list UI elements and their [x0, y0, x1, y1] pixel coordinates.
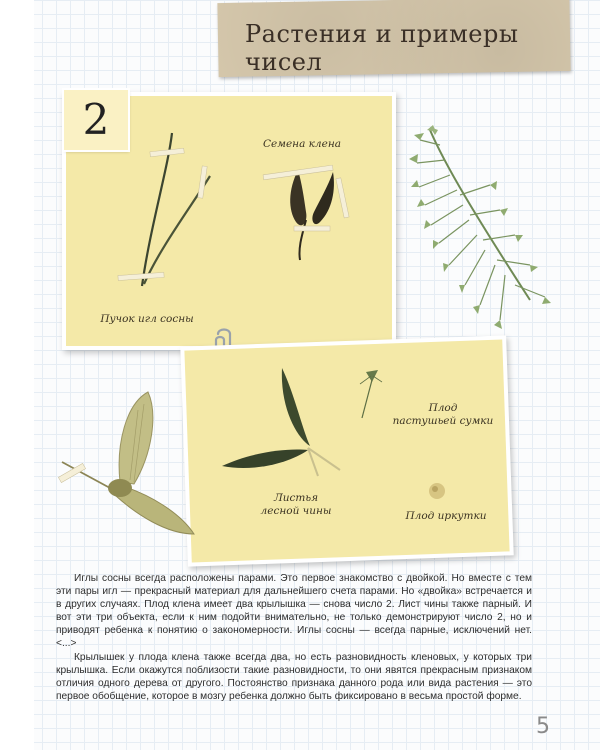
maple-samara-image — [56, 384, 206, 544]
shepherds-purse-label-line2: пастушьей сумки — [392, 415, 494, 427]
pine-needles-label: Пучок игл сосны — [100, 313, 194, 325]
page-margin — [0, 0, 34, 750]
maple-seeds-image — [258, 160, 368, 270]
vetch-leaves-label-line1: Листья — [273, 492, 319, 504]
shepherds-purse-label-line1: Плод — [428, 402, 458, 414]
number-two: 2 — [82, 95, 110, 144]
shepherds-purse-fruit-image — [352, 368, 392, 423]
vetch-leaves-label — [246, 492, 346, 518]
shepherds-purse-plant-image — [405, 125, 555, 335]
paragraph-1: Иглы сосны всегда расположены парами. Это первое знакомство с двойкой. Но вместе с тем эти пары игл — прекрасный материал для дальнейшего счета парами. Но «двойка» встречается и в других случаях. Плод клена имеет два крылышка — снова число 2. Лист чины также парный. И вот эти три объекта, если к ним подойти внимательно, не только демонстрируют число 2, но и приводят ребенка к понятию о закономерности. Иглы сосны — всегда парные, исключений нет. <...> — [56, 573, 532, 650]
maple-seeds-label: Семена клена — [262, 138, 342, 150]
page-number: 5 — [536, 714, 550, 739]
irga-fruit-label: Плод иркутки — [405, 510, 487, 522]
vetch-leaves-image — [222, 368, 352, 478]
vetch-leaves-label-line2: лесной чины — [260, 505, 332, 517]
paragraph-2: Крылышек у плода клена также всегда два, но есть разновидность кленовых, у которых три крылышка. Если окажутся поблизости такие разновидности, то они явятся прекрасным признаком отличия одного дерева от другого. Постоянство признака данного рода или вида растения — это первое обобщение, которое в мозгу ребенка должно быть фиксировано в весьма простой форме. — [56, 651, 532, 702]
irga-fruit-image — [424, 478, 450, 504]
pine-needles-image — [110, 128, 230, 298]
page-title: Растения и примеры чисел — [245, 20, 519, 76]
shepherds-purse-label — [388, 402, 498, 428]
body-text — [56, 572, 532, 703]
